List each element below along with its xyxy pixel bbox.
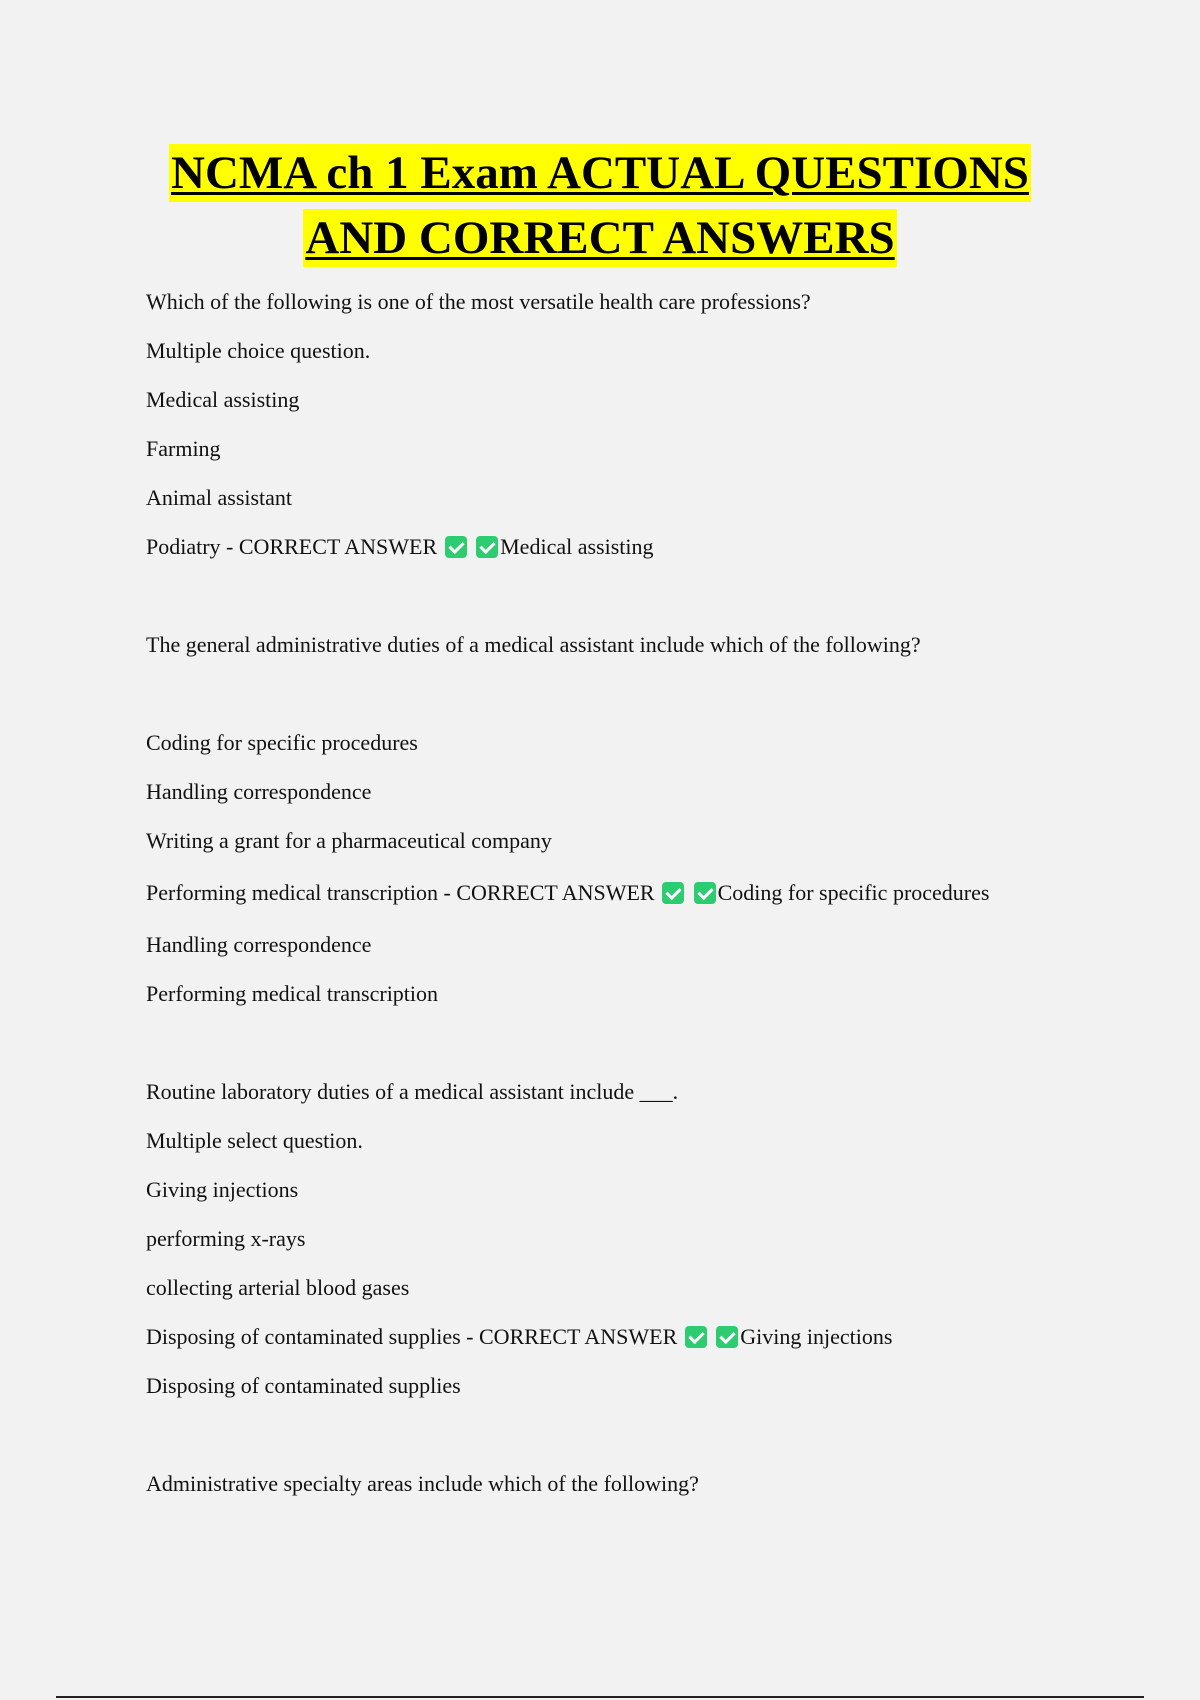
question-block-4 [146, 1471, 1026, 1497]
title-line-1: NCMA ch 1 Exam ACTUAL QUESTIONS [169, 144, 1031, 202]
question-block-2 [146, 632, 1026, 1007]
option-item: Writing a grant for a pharmaceutical company [146, 828, 552, 853]
question-block-3 [146, 1079, 1026, 1399]
answer-prefix: Podiatry - CORRECT ANSWER [146, 534, 438, 559]
answer-text: Medical assisting [500, 534, 654, 559]
option-item: Handling correspondence [146, 779, 372, 804]
option-item: Medical assisting [146, 387, 300, 412]
question-type: Multiple choice question. [146, 338, 371, 363]
question-block-1 [146, 289, 1026, 560]
option-item: Coding for specific procedures [146, 730, 418, 755]
answer-line [146, 877, 1026, 909]
option-item: Giving injections [146, 1177, 299, 1202]
answer-text: Coding for specific procedures [717, 880, 990, 905]
question-text: The general administrative duties of a medical assistant include which of the following? [146, 632, 921, 657]
title-line-2: AND CORRECT ANSWERS [303, 209, 896, 267]
option-item: Animal assistant [146, 485, 293, 510]
option-item: collecting arterial blood gases [146, 1275, 410, 1300]
check-mark-icon [662, 882, 684, 904]
option-item: Farming [146, 436, 221, 461]
document-body [146, 289, 1026, 1520]
question-text: Administrative specialty areas include which of the following? [146, 1471, 699, 1496]
check-mark-icon [476, 536, 498, 558]
check-mark-icon [716, 1326, 738, 1348]
question-text: Which of the following is one of the most versatile health care professions? [146, 289, 811, 314]
answer-line [146, 534, 1026, 560]
option-item: Handling correspondence [146, 932, 372, 957]
check-mark-icon [445, 536, 467, 558]
question-text: Routine laboratory duties of a medical assistant include ___. [146, 1079, 679, 1104]
answer-prefix: Disposing of contaminated supplies - CORRECT ANSWER [146, 1324, 678, 1349]
answer-line [146, 1324, 1026, 1350]
option-item: Disposing of contaminated supplies [146, 1373, 461, 1398]
option-item: Performing medical transcription [146, 981, 439, 1006]
check-mark-icon [694, 882, 716, 904]
footer-divider [56, 1696, 1144, 1698]
question-type: Multiple select question. [146, 1128, 363, 1153]
answer-prefix: Performing medical transcription - CORRECT ANSWER [146, 880, 655, 905]
answer-text: Giving injections [740, 1324, 893, 1349]
check-mark-icon [685, 1326, 707, 1348]
option-item: performing x-rays [146, 1226, 306, 1251]
document-title [0, 144, 1200, 267]
